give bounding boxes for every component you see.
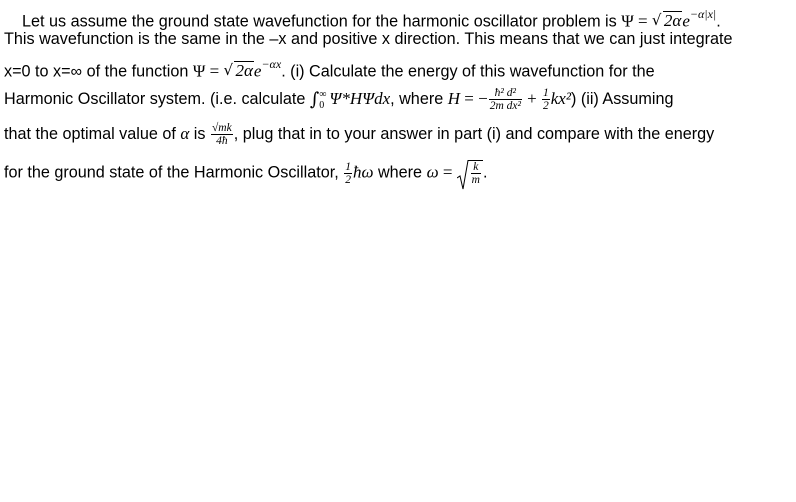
frac-numerator: 1 <box>543 87 549 99</box>
alpha-fraction <box>211 122 233 147</box>
text-line-4 <box>4 87 674 112</box>
kinetic-fraction <box>489 87 522 112</box>
equals-minus: = − <box>460 88 488 108</box>
where-text: , where <box>390 89 448 108</box>
text-line-6 <box>4 160 487 186</box>
lower-limit: 0 <box>319 99 325 111</box>
equals: = <box>633 11 652 31</box>
text-line-2 <box>4 29 733 49</box>
line4-end: ) (ii) Assuming <box>570 89 674 108</box>
exp-base: e <box>253 61 262 81</box>
exponent: −αx <box>261 57 282 71</box>
text-line-5 <box>4 122 714 147</box>
omega-sqrt <box>457 160 483 186</box>
text-line-3 <box>4 56 655 81</box>
sqrt-radicand: 2α <box>235 61 253 81</box>
psi-symbol: Ψ <box>192 61 206 81</box>
frac-denominator: 2 <box>543 100 549 112</box>
frac-denominator: m <box>471 174 480 186</box>
half-fraction <box>344 161 352 186</box>
line1-end: . <box>716 12 721 31</box>
k-over-m-fraction <box>469 160 483 186</box>
hbar-omega: ħω <box>352 162 374 182</box>
line2-text: This wavefunction is the same in the –x and positive x direction. This means that we can just integrate <box>4 30 733 48</box>
line1-text: Let us assume the ground state wavefunction for the harmonic oscillator problem is <box>22 12 622 31</box>
integral-sign-icon: ∫ <box>309 88 320 110</box>
sqrt-expression <box>223 61 253 81</box>
line5-end: , plug that in to your answer in part (i) and compare with the energy <box>233 124 715 143</box>
is-text: is <box>189 124 210 143</box>
hamiltonian-symbol: H <box>447 88 460 108</box>
line6-text: for the ground state of the Harmonic Oscillator, <box>4 163 344 182</box>
text-line-1 <box>22 6 721 31</box>
omega-symbol: ω <box>426 162 439 182</box>
frac-numerator: ħ² d² <box>489 87 522 100</box>
exponent: −α|x| <box>689 7 717 21</box>
integral-limits <box>319 89 326 111</box>
exp-base: e <box>682 11 690 31</box>
frac-numerator: k <box>471 161 481 174</box>
radical-sign-icon <box>457 160 469 190</box>
line4-text: Harmonic Oscillator system. (i.e. calculate <box>4 89 310 108</box>
psi-symbol: Ψ <box>621 11 634 31</box>
frac-denominator: 2m dx² <box>489 100 521 112</box>
frac-denominator: 4ħ <box>216 135 228 147</box>
line6-end: . <box>482 163 488 182</box>
plus: + <box>522 88 542 108</box>
integrand: Ψ*HΨdx <box>329 88 391 108</box>
line5-text: that the optimal value of <box>4 124 181 143</box>
frac-numerator: √mk <box>212 122 232 134</box>
where-text: where <box>373 163 427 182</box>
equals: = <box>438 162 457 182</box>
line3-end: . (i) Calculate the energy of this wavefunction for the <box>281 62 655 81</box>
half-fraction <box>542 87 550 112</box>
upper-limit: ∞ <box>319 88 327 100</box>
frac-numerator: 1 <box>345 160 351 173</box>
equals: = <box>205 61 224 81</box>
sqrt-radicand: 2α <box>663 11 682 31</box>
potential-term: kx² <box>550 88 571 108</box>
frac-denominator: 2 <box>345 173 351 186</box>
line3-text: x=0 to x=∞ of the function <box>4 62 193 81</box>
alpha-symbol: α <box>180 123 190 143</box>
